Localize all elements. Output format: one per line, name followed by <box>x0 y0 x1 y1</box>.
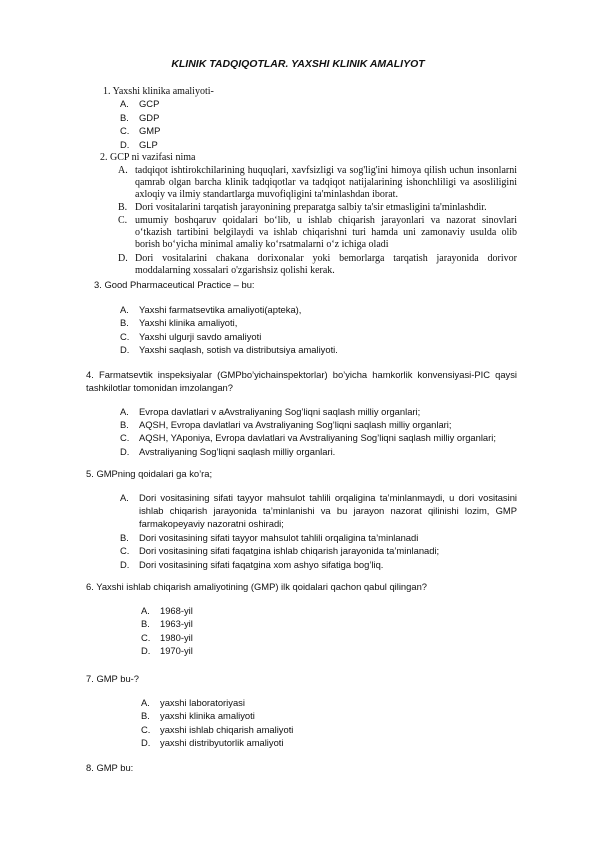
question-text: Yaxshi klinika amaliyoti- <box>112 86 214 97</box>
option-text: 1980-yil <box>160 632 193 643</box>
question-4-option-d <box>120 446 335 457</box>
question-text: GMP bu-? <box>96 673 139 684</box>
question-2-option-c-line-3: borish bo‘yicha minimal amaliy ko‘rsatmalarni o‘z ichiga oladi <box>135 239 389 250</box>
option-text: GMP <box>139 125 161 136</box>
question-2 <box>100 152 195 163</box>
question-1-option-b <box>120 112 159 123</box>
option-letter: C. <box>120 331 130 342</box>
question-2-option-a-line-3: axloqiy va ilmiy standartlarga muvofiqligini ta'minlashdan iborat. <box>135 189 398 200</box>
question-1-option-c <box>120 125 160 136</box>
page-title: KLINIK TADQIQOTLAR. YAXSHI KLINIK AMALIYOT <box>171 58 425 70</box>
question-6-option-b <box>141 618 193 629</box>
question-5-option-a-letter: A. <box>120 492 129 503</box>
option-letter: A. <box>120 98 129 109</box>
question-4-line-2: tashkilotlar tomonidan imzolangan? <box>86 382 233 393</box>
question-text: GMPning qoidalari ga ko’ra; <box>96 468 213 479</box>
question-2-option-a-line-1: tadqiqot ishtirokchilarining huquqlari, xavfsizligi va sog'lig'ini himoya qilish uchun insonlarni <box>135 165 517 176</box>
question-number: 1. <box>103 86 111 97</box>
option-letter: B. <box>120 317 129 328</box>
option-text: Yaxshi klinika amaliyoti, <box>139 317 238 328</box>
question-5-option-b-letter: B. <box>120 532 129 543</box>
option-text: 1968-yil <box>160 605 193 616</box>
question-5-option-a-line-3: farmakopeyaviy nazoratni oshiradi; <box>139 518 284 529</box>
option-text: yaxshi distribyutorlik amaliyoti <box>160 737 284 748</box>
question-number: 2. <box>100 152 108 163</box>
option-letter: B. <box>141 618 150 629</box>
option-letter: A. <box>141 697 150 708</box>
question-3 <box>94 279 255 290</box>
option-text: Yaxshi ulgurji savdo amaliyoti <box>139 331 262 342</box>
question-2-option-a-letter: A. <box>118 165 128 176</box>
question-5-option-d-letter: D. <box>120 559 130 570</box>
question-2-option-a-line-2: qamrab olgan barcha klinik tadqiqotlar va tadqiqot natijalarining ishonchliligi va asosliligini <box>135 177 517 188</box>
question-2-option-c-letter: C. <box>118 215 128 226</box>
option-text: GLP <box>139 139 158 150</box>
question-5-option-c-letter: C. <box>120 545 130 556</box>
question-5-option-d-line-1: Dori vositasining sifati faqatgina xom ashyo sifatiga bog’liq. <box>139 559 384 570</box>
question-2-option-d-line-2: moddalarning xossalari o'zgarishsiz qolishi kerak. <box>135 265 335 276</box>
question-6-option-c <box>141 632 193 643</box>
question-number: 4. <box>86 369 94 380</box>
option-text: 1970-yil <box>160 645 193 656</box>
option-letter: D. <box>141 645 151 656</box>
option-letter: D. <box>120 446 130 457</box>
question-6 <box>86 581 427 592</box>
option-text: AQSH, YAponiya, Evropa davlatlari va Avstraliyaning Sog’liqni saqlash milliy organlari; <box>139 432 496 443</box>
question-7-option-c <box>141 724 293 735</box>
question-7-option-d <box>141 737 283 748</box>
question-5-option-a-line-1: Dori vositasining sifati tayyor mahsulot tahlili orqaligina ta’minlanmaydi, u dori vositasini <box>139 492 517 503</box>
option-letter: C. <box>120 432 130 443</box>
question-4-option-b <box>120 419 451 430</box>
question-6-option-a <box>141 605 193 616</box>
option-text: GCP <box>139 98 160 109</box>
question-4-option-c <box>120 432 496 443</box>
option-letter: C. <box>120 125 130 136</box>
question-2-option-b-letter: B. <box>118 202 128 213</box>
question-3-option-b <box>120 317 237 328</box>
question-3-option-d <box>120 344 338 355</box>
question-1 <box>103 86 214 97</box>
question-number: 3. <box>94 279 102 290</box>
question-2-option-d-letter: D. <box>118 253 128 264</box>
question-1-option-d <box>120 139 158 150</box>
question-2-option-c-line-1: umumiy boshqaruv qoidalari bo‘lib, u ishlab chiqarish jarayonlari va nazorat sinovlari <box>135 215 517 226</box>
option-text: AQSH, Evropa davlatlari va Avstraliyaning Sog’liqni saqlash milliy organlari; <box>139 419 452 430</box>
question-text: GMP bu: <box>96 762 134 773</box>
question-text: Yaxshi ishlab chiqarish amaliyotining (GMP) ilk qoidalari qachon qabul qilingan? <box>96 581 427 592</box>
option-letter: C. <box>141 632 151 643</box>
option-letter: D. <box>120 344 130 355</box>
question-1-option-a <box>120 98 159 109</box>
question-5 <box>86 468 212 479</box>
question-text: Farmatsevtik inspeksiyalar (GMPbo’yichainspektorlar) bo’yicha hamkorlik konvensiyasi-PIC qaysi <box>98 369 517 380</box>
question-5-option-b-line-1: Dori vositasining sifati tayyor mahsulot tahlili orqaligina ta’minlanadi <box>139 532 419 543</box>
option-letter: A. <box>141 605 150 616</box>
question-3-option-a <box>120 304 301 315</box>
question-number: 6. <box>86 581 94 592</box>
question-4-option-a <box>120 406 420 417</box>
option-letter: C. <box>141 724 151 735</box>
option-letter: D. <box>141 737 151 748</box>
question-6-option-d <box>141 645 193 656</box>
question-2-option-d-line-1: Dori vositalarini chakana dorixonalar yoki bemorlarga tarqatish jarayonida dorivor <box>135 253 517 264</box>
option-letter: B. <box>141 710 150 721</box>
question-number: 7. <box>86 673 94 684</box>
question-5-option-a-line-2: ishlab chiqarish jarayonida ta’minlanishi va bu jarayon nazorat qilinishi lozim, GMP <box>139 505 517 516</box>
question-text: Good Pharmaceutical Practice – bu: <box>104 279 255 290</box>
question-8 <box>86 762 133 773</box>
question-number: 5. <box>86 468 94 479</box>
option-text: 1963-yil <box>160 618 193 629</box>
option-text: Yaxshi saqlash, sotish va distributsiya amaliyoti. <box>139 344 338 355</box>
option-text: GDP <box>139 112 160 123</box>
option-text: Evropa davlatlari v aAvstraliyaning Sog’liqni saqlash milliy organlari; <box>139 406 421 417</box>
question-text: GCP ni vazifasi nima <box>110 152 196 163</box>
question-number: 8. <box>86 762 94 773</box>
question-2-option-c-line-2: o‘tkazish tartibini belgilaydi va ishlab chiqarishni turi hamda uni zamonaviy usulda olib <box>135 227 517 238</box>
question-2-option-b-line-1: Dori vositalarini tarqatish jarayonining preparatga salbiy ta'sir etmasligini ta'minlashdir. <box>135 202 487 213</box>
question-3-option-c <box>120 331 261 342</box>
option-letter: B. <box>120 419 129 430</box>
question-7-option-a <box>141 697 245 708</box>
option-text: Avstraliyaning Sog’liqni saqlash milliy organlari. <box>139 446 336 457</box>
option-letter: D. <box>120 139 130 150</box>
option-text: Yaxshi farmatsevtika amaliyoti(apteka), <box>139 304 302 315</box>
option-text: yaxshi laboratoriyasi <box>160 697 245 708</box>
option-text: yaxshi klinika amaliyoti <box>160 710 255 721</box>
question-7-option-b <box>141 710 255 721</box>
question-5-option-c-line-1: Dori vositasining sifati faqatgina ishlab chiqarish jarayonida ta’minlanadi; <box>139 545 440 556</box>
option-letter: A. <box>120 406 129 417</box>
option-letter: A. <box>120 304 129 315</box>
question-7 <box>86 673 139 684</box>
option-letter: B. <box>120 112 129 123</box>
question-4-line-1 <box>86 369 517 380</box>
option-text: yaxshi ishlab chiqarish amaliyoti <box>160 724 294 735</box>
